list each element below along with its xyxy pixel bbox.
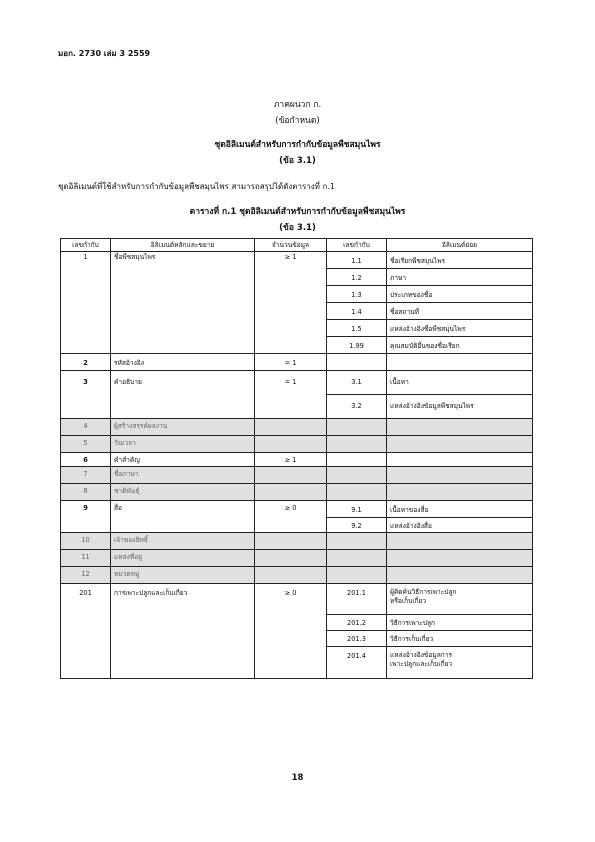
element-number: 201 [61, 584, 111, 679]
element-name: สื่อ [111, 501, 255, 533]
sub-element-number: 1.1 [327, 252, 387, 269]
element-name: ชื่อภาษา [111, 467, 255, 484]
element-name: หมวดหมู่ [111, 567, 255, 584]
element-count: ≥ 0 [255, 501, 327, 533]
sub-element-name: แหล่งอ้างอิงสื่อ [387, 518, 533, 533]
sub-element-number: 201.3 [327, 631, 387, 647]
element-number: 2 [61, 354, 111, 371]
sub-element-name-line2: เพาะปลูกและเก็บเกี่ยว [390, 660, 453, 668]
table-row [61, 550, 533, 567]
sub-element-number: 3.1 [327, 371, 387, 395]
element-name: รหัสอ้างอิง [111, 354, 255, 371]
table-row [61, 484, 533, 501]
element-count: = 1 [255, 371, 327, 419]
sub-element-number: 1.2 [327, 269, 387, 286]
standard-reference: มอก. 2730 เล่ม 3 2559 [58, 49, 151, 58]
element-number: 6 [61, 453, 111, 467]
element-name: ชื่อพืชสมุนไพร [111, 252, 255, 354]
table-row [61, 453, 533, 467]
element-name: การเพาะปลูกและเก็บเกี่ยว [111, 584, 255, 679]
sub-element-name: เนื้อหาของสื่อ [387, 501, 533, 518]
element-number: 9 [61, 501, 111, 533]
sub-element-name: ภาษา [387, 269, 533, 286]
element-name: เจ้าของสิทธิ์ [111, 533, 255, 550]
sub-element-name: ชื่อเรียกพืชสมุนไพร [387, 252, 533, 269]
element-count: ≥ 1 [255, 453, 327, 467]
table-row [61, 436, 533, 453]
sub-element-number: 1.99 [327, 337, 387, 354]
table-row [61, 584, 533, 615]
element-number: 10 [61, 533, 111, 550]
page-number: 18 [291, 773, 304, 783]
sub-element-name [387, 647, 533, 679]
element-name: คำสำคัญ [111, 453, 255, 467]
sub-element-number: 201.2 [327, 615, 387, 631]
sub-element-number: 201.4 [327, 647, 387, 679]
sub-element-name-line2: หรือเก็บเกี่ยว [390, 597, 427, 605]
element-number: 5 [61, 436, 111, 453]
sub-element-name: แหล่งอ้างอิงข้อมูลพืชสมุนไพร [387, 395, 533, 419]
element-set-ref: (ข้อ 3.1) [279, 156, 316, 166]
sub-element-name: วิธีการเก็บเกี่ยว [387, 631, 533, 647]
sub-element-name: ชื่อสถานที่ [387, 303, 533, 320]
sub-element-name: ประเภทของชื่อ [387, 286, 533, 303]
table-row [61, 371, 533, 395]
table-row [61, 533, 533, 550]
table-header-row [61, 239, 533, 252]
sub-element-number: 9.1 [327, 501, 387, 518]
table-row [61, 252, 533, 269]
col-header-sub-element: อิลิเมนต์ย่อย [387, 239, 533, 252]
element-number: 8 [61, 484, 111, 501]
col-header-sub-number: เลขกำกับ [327, 239, 387, 252]
sub-element-name: วิธีการเพาะปลูก [387, 615, 533, 631]
table-caption: ตารางที่ ก.1 ชุดอิลิเมนต์สำหรับการกำกับข้อมูลพืชสมุนไพร [189, 207, 406, 217]
element-number: 7 [61, 467, 111, 484]
element-table [60, 238, 533, 679]
col-header-number: เลขกำกับ [61, 239, 111, 252]
table-caption-ref: (ข้อ 3.1) [279, 223, 316, 233]
col-header-count: จำนวนข้อมูล [255, 239, 327, 252]
element-name: วันเวลา [111, 436, 255, 453]
element-number: 3 [61, 371, 111, 419]
annex-subtitle: (ข้อกำหนด) [275, 116, 320, 126]
element-number: 12 [61, 567, 111, 584]
sub-element-number: 1.4 [327, 303, 387, 320]
sub-element-name [387, 584, 533, 615]
sub-element-name-line1: ผู้คิดค้นวิธีการเพาะปลูก [390, 588, 457, 596]
table-row [61, 354, 533, 371]
element-count: = 1 [255, 354, 327, 371]
sub-element-name-line1: แหล่งอ้างอิงข้อมูลการ [390, 651, 453, 659]
sub-element-number: 1.3 [327, 286, 387, 303]
element-count: ≥ 1 [255, 252, 327, 354]
table-row [61, 419, 533, 436]
intro-paragraph: ชุดอิลิเมนต์ที่ใช้สำหรับการกำกับข้อมูลพืชสมุนไพร สามารถสรุปได้ดังตารางที่ ก.1 [58, 182, 335, 191]
annex-title: ภาคผนวก ก. [273, 100, 322, 110]
element-name: คำอธิบาย [111, 371, 255, 419]
sub-element-number: 1.5 [327, 320, 387, 337]
col-header-element: อิลิเมนต์หลักและขยาย [111, 239, 255, 252]
element-name: แหล่งที่อยู่ [111, 550, 255, 567]
sub-element-number: 3.2 [327, 395, 387, 419]
element-name: ผู้สร้างสรรค์ผลงาน [111, 419, 255, 436]
sub-element-name: แหล่งอ้างอิงชื่อพืชสมุนไพร [387, 320, 533, 337]
sub-element-number: 9.2 [327, 518, 387, 533]
sub-element-number: 201.1 [327, 584, 387, 615]
element-set-title: ชุดอิลิเมนต์สำหรับการกำกับข้อมูลพืชสมุนไพร [214, 140, 381, 150]
element-number: 1 [61, 252, 111, 354]
element-count: ≥ 0 [255, 584, 327, 679]
element-name: ชาติพันธุ์ [111, 484, 255, 501]
table-row [61, 467, 533, 484]
element-number: 4 [61, 419, 111, 436]
table-row [61, 567, 533, 584]
element-number: 11 [61, 550, 111, 567]
sub-element-name: คุณสมบัติอื่นของชื่อเรียก [387, 337, 533, 354]
sub-element-name: เนื้อหา [387, 371, 533, 395]
table-row [61, 501, 533, 518]
